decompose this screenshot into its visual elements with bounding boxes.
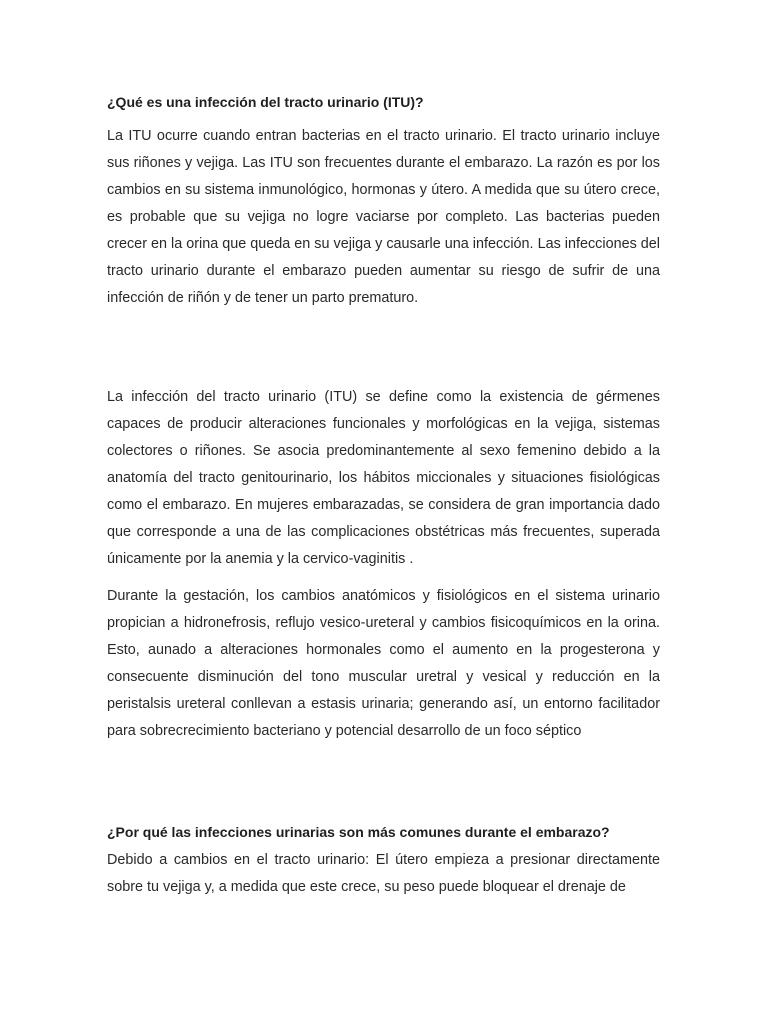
section-heading-why-more-common: ¿Por qué las infecciones urinarias son más comunes durante el embarazo? — [107, 824, 610, 840]
section-heading-what-is-itu: ¿Qué es una infección del tracto urinario (ITU)? — [107, 94, 424, 110]
paragraph-gestation-changes: Durante la gestación, los cambios anatómicos y fisiológicos en el sistema urinario propician a hidronefrosis, reflujo vesico-ureteral y cambios fisicoquímicos en la orina. Esto, aunado a alteraciones hormonales como el aumento en la progesterona y consecuente disminución del tono muscular uretral y vesical y reducción en la peristalsis ureteral conllevan a estasis urinaria; generando así, un entorno facilitador para sobrecrecimiento bacteriano y potencial desarrollo de un foco séptico — [107, 588, 660, 739]
paragraph-urinary-tract-changes: Debido a cambios en el tracto urinario: El útero empieza a presionar directamente sobre tu vejiga y, a medida que este crece, su peso puede bloquear el drenaje de — [107, 852, 660, 895]
paragraph-itu-clinical-definition: La infección del tracto urinario (ITU) se define como la existencia de gérmenes capaces de producir alteraciones funcionales y morfológicas en la vejiga, sistemas colectores o riñones. Se asocia predominantemente al sexo femenino debido a la anatomía del tracto genitourinario, los hábitos miccionales y situaciones fisiológicas como el embarazo. En mujeres embarazadas, se considera de gran importancia dado que corresponde a una de las complicaciones obstétricas más frecuentes, superada únicamente por la anemia y la cervico-vaginitis . — [107, 389, 660, 567]
paragraph-itu-definition: La ITU ocurre cuando entran bacterias en el tracto urinario. El tracto urinario incluye sus riñones y vejiga. Las ITU son frecuentes durante el embarazo. La razón es por los cambios en su sistema inmunológico, hormonas y útero. A medida que su útero crece, es probable que su vejiga no logre vaciarse por completo. Las bacterias pueden crecer en la orina que queda en su vejiga y causarle una infección. Las infecciones del tracto urinario durante el embarazo pueden aumentar su riesgo de sufrir de una infección de riñón y de tener un parto prematuro. — [107, 128, 660, 306]
